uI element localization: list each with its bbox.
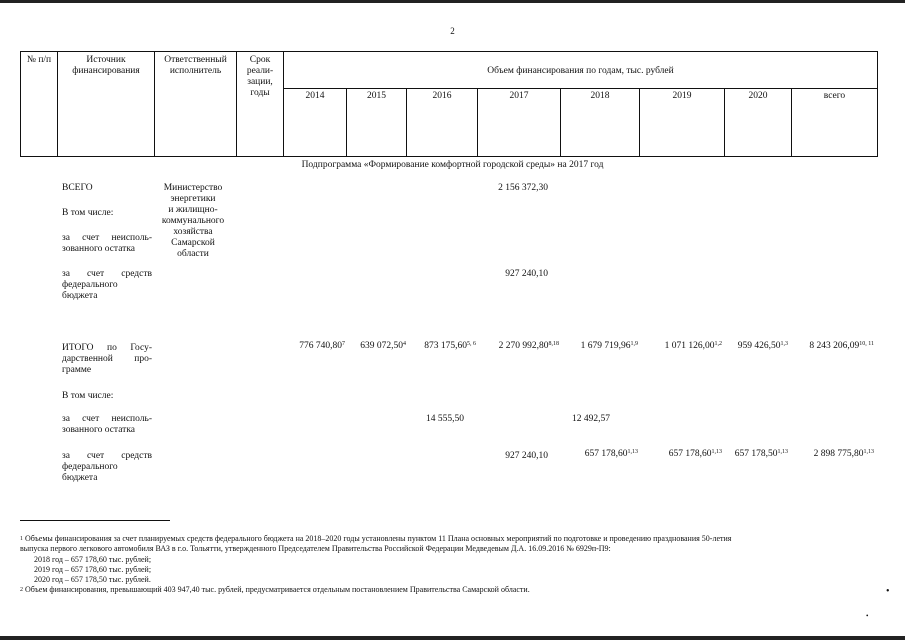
header-source: Источник финансирования: [72, 55, 140, 76]
subprogram-residual-label: за счет неисполь-зованного остатка: [62, 233, 152, 254]
subprogram-including-label: В том числе:: [62, 208, 114, 218]
program-total-2015: 639 072,50$^4$: [360, 341, 406, 351]
header-num: № п/п: [26, 55, 52, 65]
program-total-label: ИТОГО по Госу-дарственной про-грамме: [62, 343, 152, 375]
program-total-2019: 1 071 126,00$^{1,2}$: [664, 341, 722, 351]
header-executor: Ответственный исполнитель: [164, 55, 227, 76]
header-year-2014: 2014: [305, 91, 325, 101]
header-year-2016: 2016: [432, 91, 452, 101]
header-term: Срок реали- зации, годы: [246, 55, 274, 98]
scan-speck: •: [886, 586, 890, 597]
program-federal-total: 2 898 775,80$^{1,13}$: [813, 449, 874, 459]
program-federal-2018: 657 178,60$^{1,13}$: [584, 449, 638, 459]
subprogram-total-2017: 2 156 372,30: [498, 183, 548, 193]
subprogram-federal-2017: 927 240,10: [505, 269, 548, 279]
subprogram-federal-label: за счет средств федерального бюджета: [62, 269, 152, 301]
header-year-2018: 2018: [590, 91, 610, 101]
header-year-2015: 2015: [367, 91, 386, 101]
footnote-1-cont: выпуска первого легкового автомобиля ВАЗ в г.о. Тольятти, утвержденного Председателем Правительства Российской Федерации Медведевым Д.А. 16.09.2016 № 6929п-П9:: [20, 544, 611, 553]
program-total-2016: 873 175,60$^{5, 6}$: [424, 341, 476, 351]
footnote-divider: [20, 520, 170, 521]
program-including-label: В том числе:: [62, 391, 114, 401]
program-total-all: 8 243 206,09$^{10, 11}$: [809, 341, 874, 351]
program-residual-2018: 12 492,57: [572, 414, 610, 424]
subprogram-title: Подпрограмма «Формирование комфортной городской среды» на 2017 год: [301, 160, 604, 170]
scan-bottom-edge: [0, 636, 905, 640]
table-header: [20, 51, 878, 157]
program-residual-label: за счет неисполь-зованного остатка: [62, 414, 152, 435]
footnote-2: $^2$ Объем финансирования, превышающий 403 947,40 тыс. рублей, предусматривается отдельным постановлением Правительства Самарской области.: [20, 585, 530, 594]
program-federal-2020: 657 178,50$^{1,13}$: [734, 449, 788, 459]
program-total-2020: 959 426,50$^{1,3}$: [737, 341, 788, 351]
executor-ministry: Министерство энергетики и жилищно- коммунального хозяйства Самарской области: [161, 183, 225, 259]
footnote-1-2018: 2018 год – 657 178,60 тыс. рублей;: [34, 555, 152, 564]
subprogram-total-label: ВСЕГО: [62, 183, 93, 193]
program-federal-2017: 927 240,10: [505, 451, 548, 461]
footnote-1: $^1$ Объемы финансирования за счет планируемых средств федерального бюджета на 2018–2020 годы установлены пунктом 11 Плана основных мероприятий по подготовке и проведению празднования 50-летия: [20, 534, 732, 543]
program-total-2018: 1 679 719,96$^{1,9}$: [580, 341, 638, 351]
header-year-2020: 2020: [748, 91, 768, 101]
header-volume: Объем финансирования по годам, тыс. рублей: [487, 66, 674, 76]
program-residual-2016: 14 555,50: [426, 414, 464, 424]
scan-speck: •: [866, 612, 869, 620]
footnote-1-2020: 2020 год – 657 178,50 тыс. рублей.: [34, 575, 151, 584]
footnote-1-2019: 2019 год – 657 178,60 тыс. рублей;: [34, 565, 152, 574]
program-federal-2019: 657 178,60$^{1,13}$: [668, 449, 722, 459]
header-total: всего: [823, 91, 846, 101]
program-total-2017: 2 270 992,80$^{8,18}$: [498, 341, 559, 351]
header-year-2019: 2019: [672, 91, 692, 101]
scan-top-edge: [0, 0, 905, 3]
header-year-2017: 2017: [509, 91, 529, 101]
program-federal-label: за счет средств федерального бюджета: [62, 451, 152, 483]
page-number: 2: [450, 26, 455, 36]
program-total-2014: 776 740,80$^7$: [299, 341, 345, 351]
